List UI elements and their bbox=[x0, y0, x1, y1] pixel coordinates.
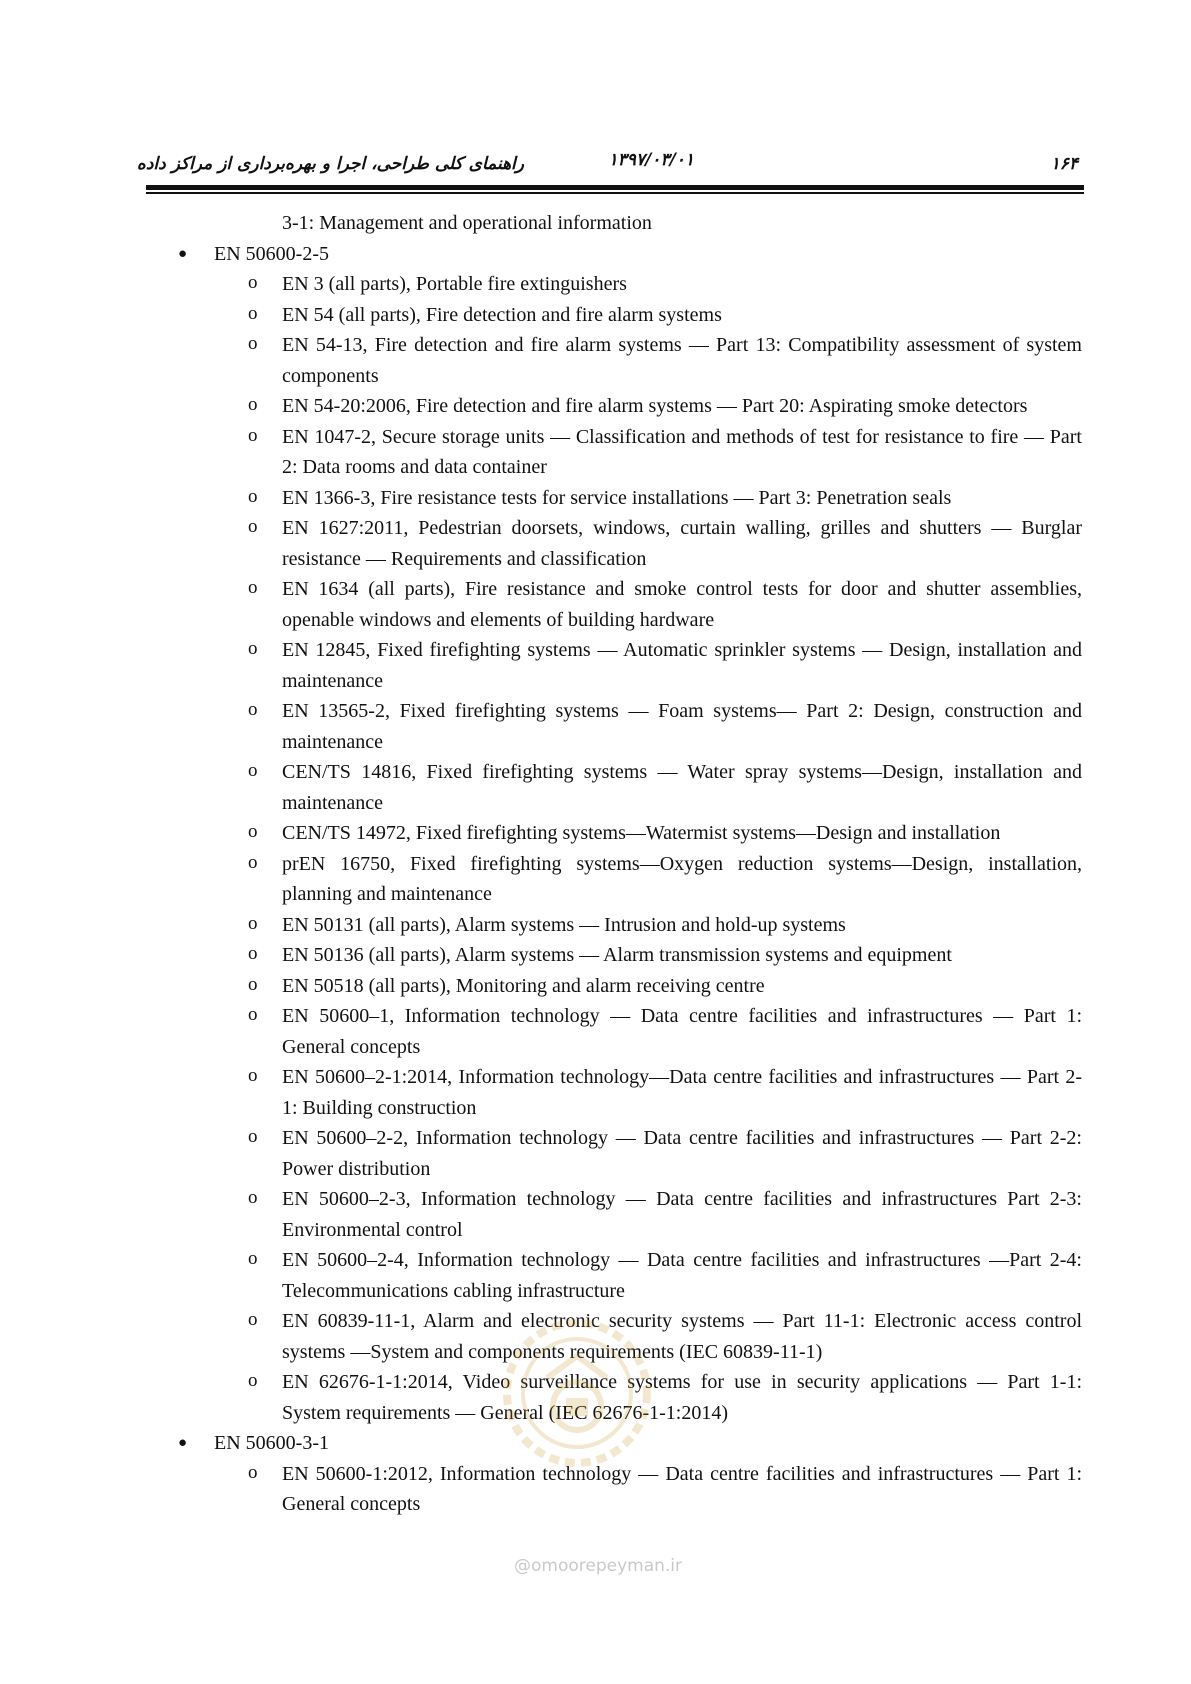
list-item bbox=[248, 849, 1082, 910]
list-item bbox=[248, 1459, 1082, 1520]
list-item-text: EN 50600–2-1:2014, Information technology—Data centre facilities and infrastructures — Part 2-1: Building construction bbox=[282, 1066, 1082, 1119]
list-item bbox=[248, 483, 1082, 514]
list-item bbox=[248, 910, 1082, 941]
list-item bbox=[248, 635, 1082, 696]
sub-bullet-icon: o bbox=[248, 638, 258, 659]
sub-bullet-icon: o bbox=[248, 821, 258, 842]
section-title: EN 50600-2-5 bbox=[214, 242, 329, 265]
list-item bbox=[248, 391, 1082, 422]
list-item bbox=[248, 1367, 1082, 1428]
bullet-icon: ● bbox=[178, 1435, 188, 1451]
list-item bbox=[248, 1001, 1082, 1062]
list-item-text: EN 50600–2-4, Information technology — Data centre facilities and infrastructures —Part 2-4: Telecommunications cabling infrastructure bbox=[282, 1249, 1082, 1302]
list-item bbox=[248, 574, 1082, 635]
list-item-text: EN 62676-1-1:2014, Video surveillance systems for use in security applications — Part 1-1: System requirements — General (IEC 62676-1-1:2014) bbox=[282, 1371, 1082, 1424]
list-item-text: EN 1634 (all parts), Fire resistance and smoke control tests for door and shutter assemblies, openable windows and elements of building hardware bbox=[282, 578, 1082, 631]
sub-bullet-icon: o bbox=[248, 699, 258, 720]
sub-bullet-icon: o bbox=[248, 1370, 258, 1391]
list-item-text: EN 1047-2, Secure storage units — Classification and methods of test for resistance to fire — Part 2: Data rooms and data container bbox=[282, 425, 1082, 478]
list-item bbox=[248, 1062, 1082, 1123]
sub-bullet-icon: o bbox=[248, 302, 258, 324]
header-doc-title: راهنمای کلی طراحی، اجرا و بهره‌برداری از مراکز داده bbox=[136, 154, 524, 174]
sub-bullet-icon: o bbox=[248, 912, 258, 934]
sub-bullet-icon: o bbox=[248, 485, 258, 507]
list-item-text: EN 3 (all parts), Portable fire extinguishers bbox=[282, 273, 627, 295]
list-item bbox=[248, 971, 1082, 1002]
list-item bbox=[248, 1306, 1082, 1367]
list-item-text: EN 50600-1:2012, Information technology — Data centre facilities and infrastructures — Part 1: General concepts bbox=[282, 1462, 1082, 1515]
list-item-text: EN 50518 (all parts), Monitoring and alarm receiving centre bbox=[282, 974, 765, 997]
sub-bullet-icon: o bbox=[248, 516, 258, 537]
sub-bullet-icon: o bbox=[248, 424, 258, 446]
list-item-text: CEN/TS 14816, Fixed firefighting systems — Water spray systems—Design, installation and maintenance bbox=[282, 761, 1082, 814]
list-item-text: EN 60839-11-1, Alarm and electronic security systems — Part 11-1: Electronic access control systems —System and components requirements (IEC 60839-11-1) bbox=[282, 1310, 1082, 1363]
list-item-text: EN 50600–1, Information technology — Data centre facilities and infrastructures — Part 1: General concepts bbox=[282, 1005, 1082, 1058]
continuation-text: 3-1: Management and operational information bbox=[282, 212, 652, 234]
sub-bullet-icon: o bbox=[248, 333, 258, 354]
list-item-text: EN 1366-3, Fire resistance tests for service installations — Part 3: Penetration seals bbox=[282, 486, 952, 509]
sub-bullet-icon: o bbox=[248, 272, 258, 293]
list-item-text: EN 54-13, Fire detection and fire alarm systems — Part 13: Compatibility assessment of system components bbox=[282, 334, 1082, 387]
list-item-text: EN 50136 (all parts), Alarm systems — Alarm transmission systems and equipment bbox=[282, 944, 952, 966]
sub-bullet-icon: o bbox=[248, 1187, 258, 1208]
sub-bullet-icon: o bbox=[248, 851, 258, 873]
header-rule-thin bbox=[146, 192, 1084, 194]
sub-bullet-icon: o bbox=[248, 760, 258, 781]
list-item-text: EN 1627:2011, Pedestrian doorsets, windows, curtain walling, grilles and shutters — Burglar resistance — Requirements and classification bbox=[282, 517, 1082, 570]
sub-bullet-icon: o bbox=[248, 943, 258, 964]
watermark-seal-icon bbox=[502, 1318, 652, 1468]
list-item bbox=[248, 422, 1082, 483]
sub-bullet-icon: o bbox=[248, 394, 258, 415]
section-bullet bbox=[0, 239, 1191, 270]
section-title: EN 50600-3-1 bbox=[214, 1432, 329, 1454]
list-item-text: EN 12845, Fixed firefighting systems — Automatic sprinkler systems — Design, installation and maintenance bbox=[282, 639, 1082, 692]
list-item bbox=[248, 300, 1082, 331]
header-date: ۱۳۹۷/۰۳/۰۱ bbox=[608, 150, 694, 170]
list-item-text: EN 50131 (all parts), Alarm systems — Intrusion and hold-up systems bbox=[282, 913, 846, 936]
header-rule-thick bbox=[146, 185, 1084, 190]
list-item bbox=[248, 818, 1082, 849]
sub-bullet-icon: o bbox=[248, 1309, 258, 1330]
section-items bbox=[0, 269, 1191, 1428]
continuation-line bbox=[0, 208, 1191, 239]
list-item bbox=[248, 757, 1082, 818]
sub-bullet-icon: o bbox=[248, 1461, 258, 1483]
list-item bbox=[248, 513, 1082, 574]
list-item bbox=[248, 940, 1082, 971]
list-item-text: EN 54-20:2006, Fire detection and fire alarm systems — Part 20: Aspirating smoke detectors bbox=[282, 395, 1028, 417]
list-item bbox=[248, 696, 1082, 757]
list-item-text: EN 54 (all parts), Fire detection and fire alarm systems bbox=[282, 303, 722, 326]
page-number: ۱۶۴ bbox=[1050, 154, 1078, 174]
list-item-text: EN 50600–2-3, Information technology — Data centre facilities and infrastructures Part 2-3: Environmental control bbox=[282, 1188, 1082, 1241]
sub-bullet-icon: o bbox=[248, 1065, 258, 1086]
list-item-text: prEN 16750, Fixed firefighting systems—Oxygen reduction systems—Design, installation, planning and maintenance bbox=[282, 852, 1082, 905]
list-item bbox=[248, 1184, 1082, 1245]
list-item bbox=[248, 330, 1082, 391]
sub-bullet-icon: o bbox=[248, 973, 258, 995]
sub-bullet-icon: o bbox=[248, 1248, 258, 1269]
sub-bullet-icon: o bbox=[248, 1126, 258, 1147]
watermark-text: @omoorepeyman.ir bbox=[514, 1556, 683, 1576]
list-item-text: CEN/TS 14972, Fixed firefighting systems—Watermist systems—Design and installation bbox=[282, 822, 1001, 844]
list-item-text: EN 13565-2, Fixed firefighting systems — Foam systems— Part 2: Design, construction and maintenance bbox=[282, 700, 1082, 753]
list-item bbox=[248, 1123, 1082, 1184]
sub-bullet-icon: o bbox=[248, 1004, 258, 1025]
list-item-text: EN 50600–2-2, Information technology — Data centre facilities and infrastructures — Part 2-2: Power distribution bbox=[282, 1127, 1082, 1180]
list-item bbox=[248, 269, 1082, 300]
sub-bullet-icon: o bbox=[248, 577, 258, 598]
bullet-icon: ● bbox=[178, 245, 188, 262]
list-item bbox=[248, 1245, 1082, 1306]
